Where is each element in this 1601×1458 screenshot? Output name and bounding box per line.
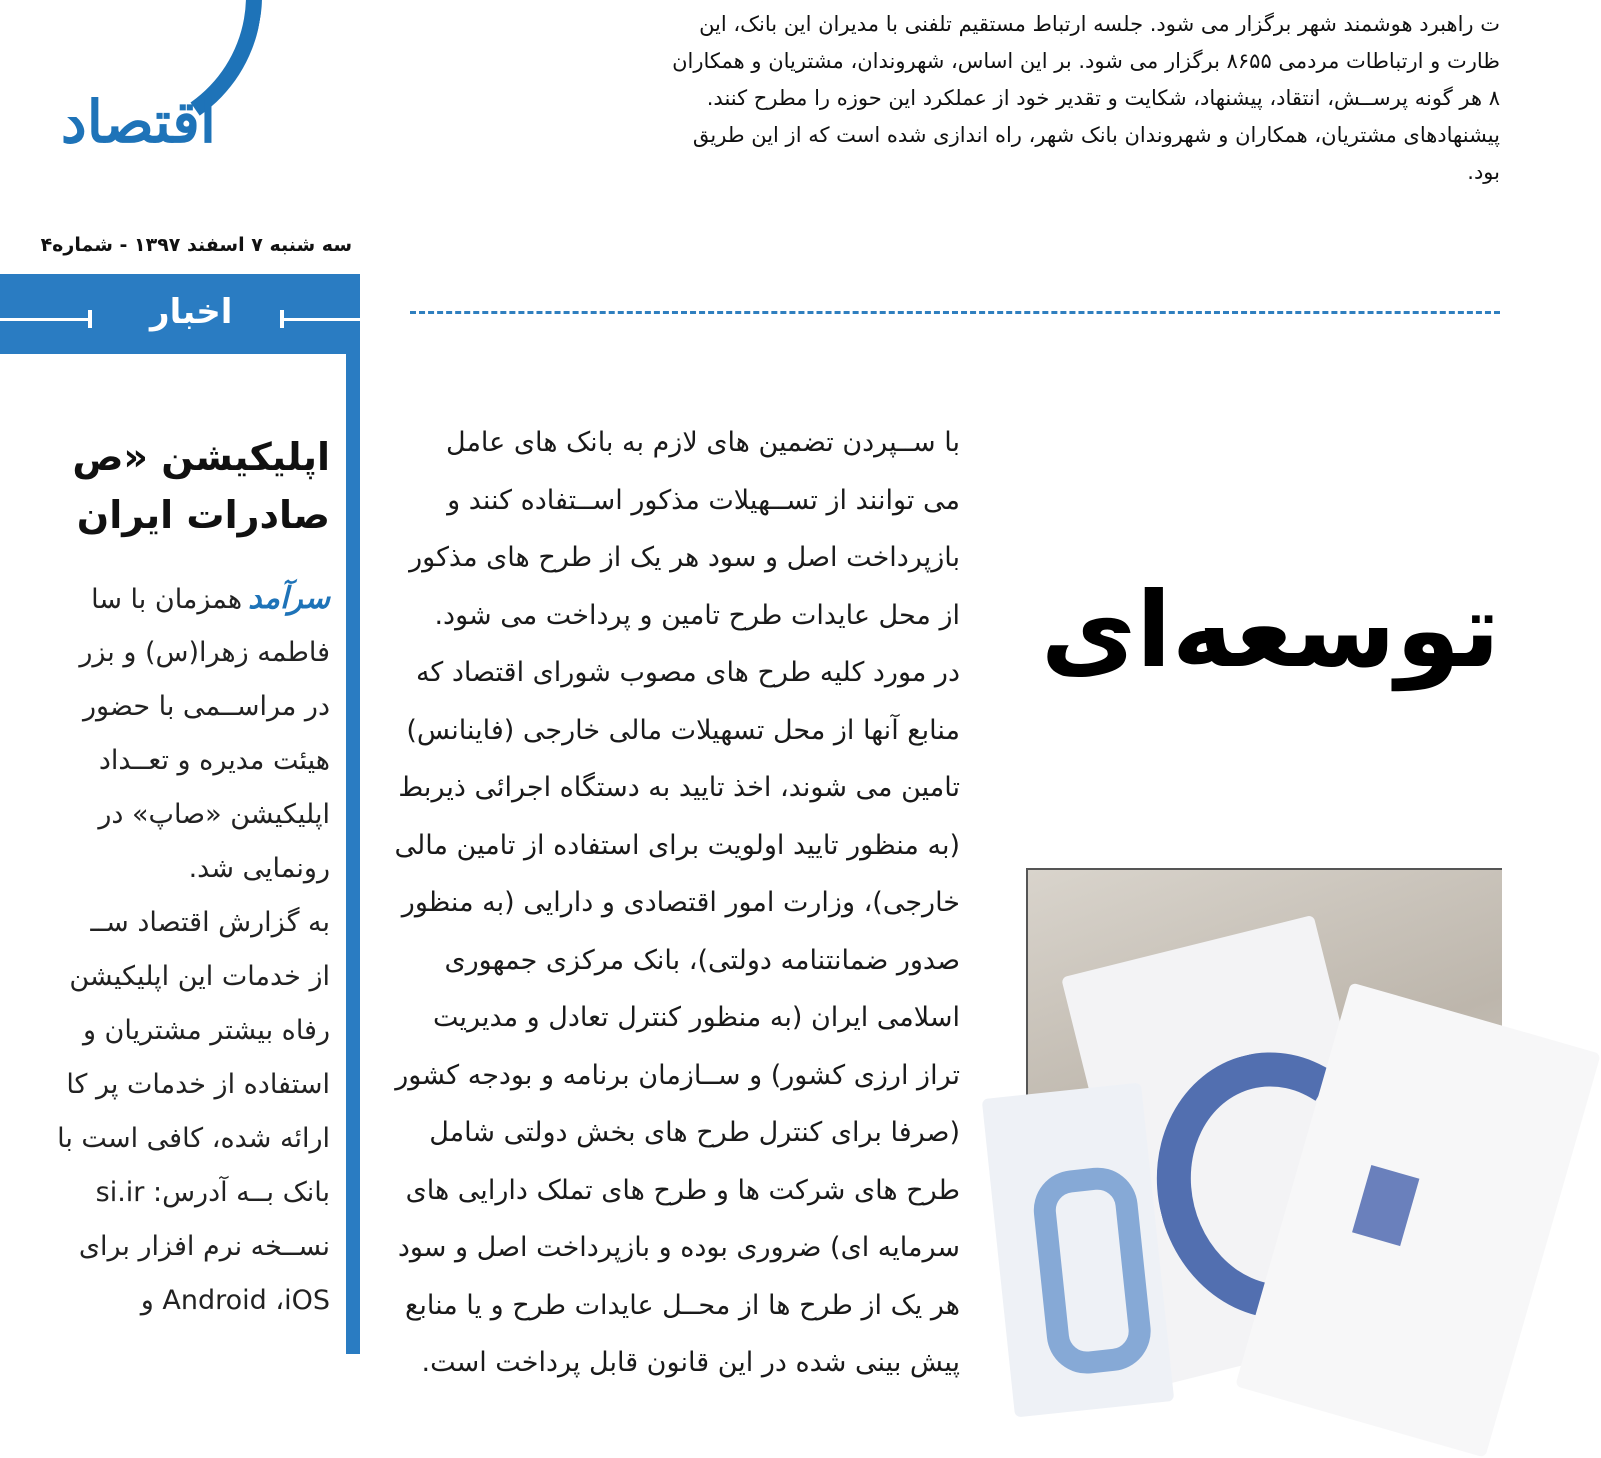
text-line: اپلیکیشن «صاپ» در (98, 799, 330, 830)
news-section-label: اخبار (150, 292, 233, 332)
text-line: اسلامی ایران (به منظور کنترل تعادل و مدیریت (433, 1002, 960, 1033)
header-rule-tick (88, 310, 92, 328)
text-line: بانک بــه آدرس: si.ir (95, 1177, 330, 1208)
text-line: (به منظور تایید اولویت برای استفاده از تامین مالی (394, 829, 960, 861)
article-photo (1026, 868, 1502, 1356)
text-line: ت راهبرد هوشمند شهر برگزار می شود. جلسه ارتباط مستقیم تلفنی با مدیران این بانک، این (699, 12, 1500, 36)
text-line: تراز ارزی کشور) و ســازمان برنامه و بودجه کشور (395, 1059, 960, 1091)
main-headline: توسعه‌ای (1040, 569, 1500, 691)
news-body (0, 572, 330, 1328)
text-line: سرمایه ای) ضروری بوده و بازپرداخت اصل و سود (397, 1232, 960, 1263)
text-line: تامین می شوند، اخذ تایید به دستگاه اجرائی ذیربط (398, 772, 960, 803)
dashed-separator (410, 311, 1500, 314)
text-line: بازپرداخت اصل و سود هر یک از طرح های مذکور (409, 542, 960, 573)
text-line: بود. (1467, 160, 1500, 184)
top-article-text (430, 6, 1500, 191)
text-line: پیشنهادهای مشتریان، همکاران و شهروندان بانک شهر، راه اندازی شده است که از این طریق (692, 123, 1500, 147)
headline-line: صادرات ایران (76, 493, 330, 537)
text-line: صدور ضمانتنامه دولتی)، بانک مرکزی جمهوری (444, 944, 960, 976)
headline-line: اپلیکیشن «ص (72, 435, 330, 479)
text-line: خارجی)، وزارت امور اقتصادی و دارایی (به منظور (401, 887, 960, 918)
text-line: هیئت مدیره و تعــداد (98, 745, 330, 776)
text-line: ۸ هر گونه پرســش، انتقاد، پیشنهاد، شکایت و تقدیر خود از عملکرد این حوزه را مطرح کنند. (706, 86, 1500, 110)
text-line: ارائه شده، کافی است با (57, 1123, 330, 1154)
text-line: نســخه نرم افزار برای (78, 1231, 330, 1262)
text-line: پیش بینی شده در این قانون قابل پرداخت است. (421, 1347, 960, 1378)
text-line: به گزارش اقتصاد ســ (90, 907, 330, 938)
issue-date-line: سه شنبه ۷ اسفند ۱۳۹۷ - شماره۴ (40, 234, 352, 256)
text-line: همزمان با سا (91, 584, 243, 615)
text-line: هر یک از طرح ها از محــل عایدات طرح و یا منابع (404, 1289, 960, 1321)
text-line: می توانند از تســهیلات مذکور اســتفاده کنند و (447, 484, 960, 516)
photo-card (982, 1083, 1175, 1418)
text-line: رونمایی شد. (188, 853, 330, 884)
text-line: Android ،iOS و (140, 1285, 330, 1316)
main-article (380, 414, 960, 1392)
newspaper-logo (0, 0, 240, 200)
text-line: ظارت و ارتباطات مردمی ۸۶۵۵ برگزار می شود. بر این اساس، شهروندان، مشتریان و همکاران (672, 49, 1500, 73)
header-rule-left (0, 318, 92, 321)
byline-logo: سرآمد (248, 581, 330, 616)
text-line: از خدمات این اپلیکیشن (69, 961, 330, 992)
text-line: (صرفا برای کنترل طرح های بخش دولتی شامل (429, 1117, 960, 1148)
text-line: منابع آنها از محل تسهیلات مالی خارجی (فاینانس) (406, 714, 960, 746)
news-section-header (0, 274, 360, 354)
news-headline (0, 428, 330, 544)
text-line: فاطمه زهرا(س) و بزر (79, 637, 330, 668)
logo-text: اقتصاد (60, 88, 216, 156)
text-line: طرح های شرکت ها و طرح های تملک دارایی های (405, 1174, 960, 1206)
text-line: رفاه بیشتر مشتریان و (82, 1015, 330, 1046)
text-line: از محل عایدات طرح تامین و پرداخت می شود. (434, 599, 960, 631)
news-column-border (346, 354, 360, 1354)
text-line: با ســپردن تضمین های لازم به بانک های عامل (446, 427, 960, 458)
header-rule-right (282, 318, 360, 321)
text-line: استفاده از خدمات پر کا (66, 1069, 330, 1100)
text-line: در مورد کلیه طرح های مصوب شورای اقتصاد که (415, 657, 960, 688)
text-line: در مراســمی با حضور (82, 691, 330, 722)
